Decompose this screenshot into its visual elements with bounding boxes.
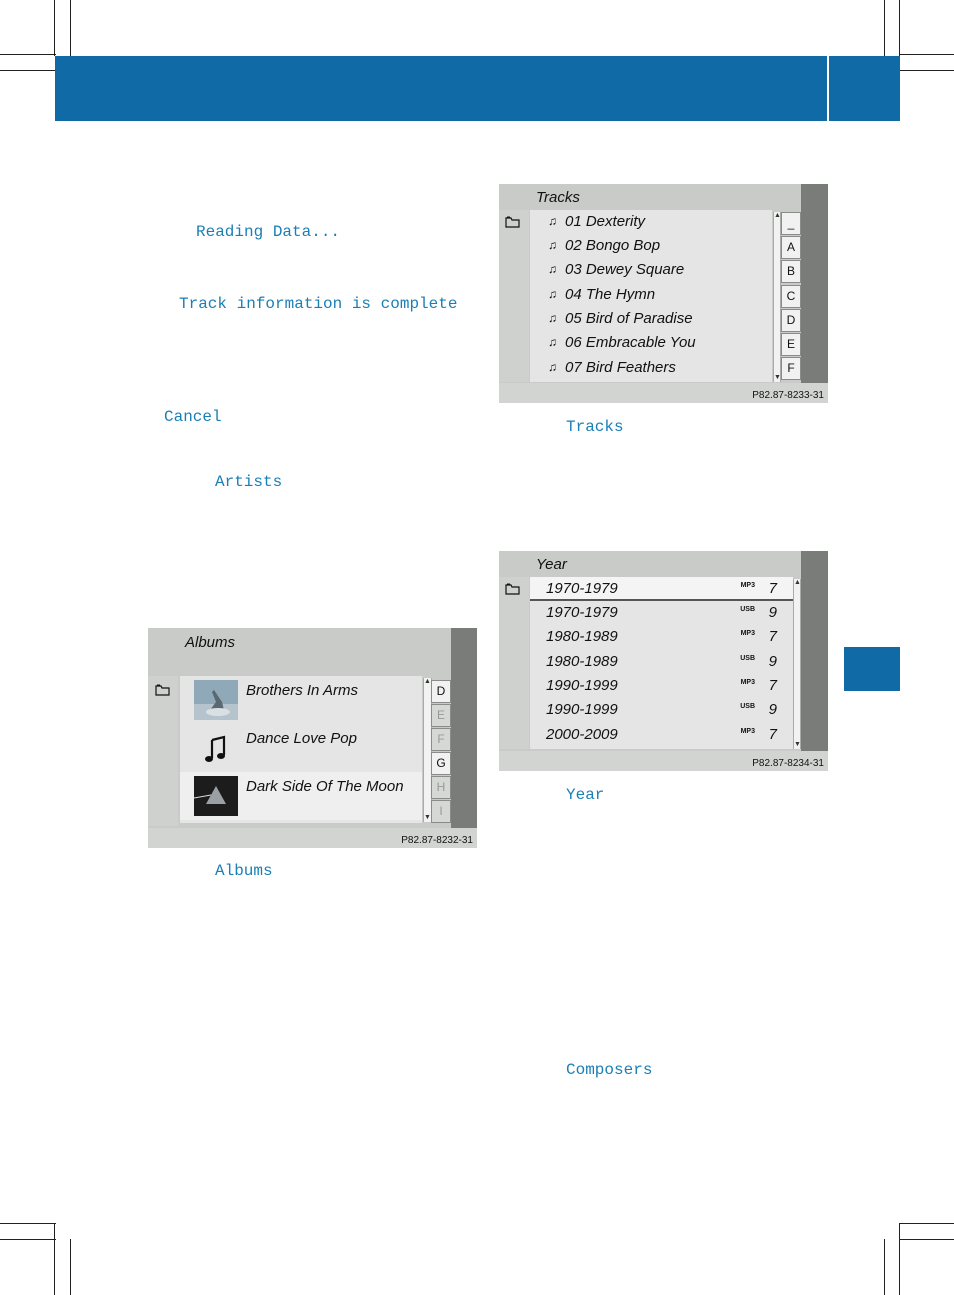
- figure-code: P82.87-8234-31: [752, 758, 824, 769]
- year-footer: [499, 751, 828, 771]
- albums-footer: [148, 828, 477, 848]
- figure-code: P82.87-8233-31: [752, 390, 824, 401]
- list-item[interactable]: [530, 283, 772, 307]
- tracks-screenshot: [499, 184, 828, 403]
- reading-data-label: Reading Data...: [196, 223, 341, 241]
- list-item[interactable]: [530, 258, 772, 282]
- year-scrollbar[interactable]: [793, 579, 801, 749]
- artists-label: Artists: [215, 473, 283, 491]
- albums-list: [180, 676, 422, 823]
- mp3-source-icon: MP3: [740, 630, 755, 637]
- year-range: 1970-1979: [546, 580, 618, 597]
- alpha-index-button[interactable]: F: [431, 728, 451, 751]
- music-note-icon: ♫: [548, 287, 557, 301]
- crop-mark: [899, 0, 900, 56]
- music-note-icon: ♫: [548, 214, 557, 228]
- album-name: Dance Love Pop: [246, 730, 357, 747]
- scroll-down-icon[interactable]: ▼: [774, 374, 781, 381]
- alpha-index-button[interactable]: _: [781, 212, 801, 235]
- crop-mark: [884, 0, 885, 56]
- folder-back-icon[interactable]: [505, 216, 521, 228]
- item-count: 9: [768, 701, 777, 718]
- cancel-label: Cancel: [164, 408, 222, 426]
- year-range: 1990-1999: [546, 701, 618, 718]
- list-item[interactable]: [530, 356, 772, 380]
- year-label: Year: [566, 786, 605, 804]
- alpha-index-button[interactable]: D: [431, 680, 451, 703]
- alpha-index-button[interactable]: B: [781, 260, 801, 283]
- crop-mark: [899, 70, 954, 71]
- album-cover-prism: [194, 776, 238, 816]
- albums-label: Albums: [215, 862, 273, 880]
- year-right-strip: [801, 551, 828, 751]
- music-note-icon: ♫: [548, 262, 557, 276]
- mp3-source-icon: MP3: [740, 582, 755, 589]
- list-item[interactable]: [180, 676, 422, 724]
- crop-mark: [0, 70, 56, 71]
- page-header-bar: [55, 56, 900, 121]
- music-note-icon: ♫: [548, 335, 557, 349]
- mp3-source-icon: MP3: [740, 679, 755, 686]
- albums-right-strip: [451, 628, 477, 828]
- tracks-left-strip: [499, 210, 529, 382]
- scroll-down-icon[interactable]: ▼: [424, 814, 431, 821]
- list-item[interactable]: [180, 724, 422, 772]
- year-range: 1990-1999: [546, 677, 618, 694]
- alpha-index-button[interactable]: I: [431, 800, 451, 823]
- alpha-index-button[interactable]: H: [431, 776, 451, 799]
- scroll-up-icon[interactable]: ▲: [794, 579, 801, 586]
- tracks-right-strip: [801, 184, 828, 383]
- alpha-index-button[interactable]: G: [431, 752, 451, 775]
- usb-source-icon: USB: [740, 655, 755, 662]
- alpha-index-button[interactable]: C: [781, 285, 801, 308]
- track-name: 07 Bird Feathers: [565, 359, 676, 376]
- alpha-index-button[interactable]: A: [781, 236, 801, 259]
- crop-mark: [899, 1223, 954, 1224]
- crop-mark: [54, 0, 55, 56]
- music-note-icon: ♫: [548, 311, 557, 325]
- music-note-icon: ♫: [548, 238, 557, 252]
- crop-mark: [0, 1223, 56, 1224]
- item-count: 9: [768, 604, 777, 621]
- list-item[interactable]: [530, 601, 793, 625]
- item-count: 9: [768, 653, 777, 670]
- tracks-footer: [499, 383, 828, 403]
- crop-mark: [70, 0, 71, 56]
- albums-screen-title: Albums: [185, 634, 236, 651]
- crop-mark: [54, 1223, 55, 1295]
- mp3-source-icon: MP3: [740, 728, 755, 735]
- tracks-label: Tracks: [566, 418, 624, 436]
- alpha-index-button[interactable]: F: [781, 357, 801, 380]
- year-screen-title: Year: [536, 556, 567, 573]
- list-item[interactable]: [530, 210, 772, 234]
- list-item[interactable]: [530, 331, 772, 355]
- crop-mark: [884, 1239, 885, 1295]
- folder-back-icon[interactable]: [505, 583, 521, 595]
- year-range: 1980-1989: [546, 653, 618, 670]
- music-note-icon: [194, 728, 238, 768]
- crop-mark: [70, 1239, 71, 1295]
- header-divider: [827, 56, 829, 121]
- crop-mark: [0, 1239, 56, 1240]
- album-name: Dark Side Of The Moon: [246, 778, 404, 795]
- figure-code: P82.87-8232-31: [401, 835, 473, 846]
- list-item[interactable]: [530, 307, 772, 331]
- track-name: 01 Dexterity: [565, 213, 646, 230]
- alpha-index-button[interactable]: D: [781, 309, 801, 332]
- composers-label: Composers: [566, 1061, 653, 1079]
- item-count: 7: [768, 726, 777, 743]
- usb-source-icon: USB: [740, 703, 755, 710]
- item-count: 7: [768, 677, 777, 694]
- year-range: 1980-1989: [546, 628, 618, 645]
- track-name: 04 The Hymn: [565, 286, 656, 303]
- alpha-index-button[interactable]: E: [431, 704, 451, 727]
- crop-mark: [899, 54, 954, 55]
- album-name: Brothers In Arms: [246, 682, 358, 699]
- list-item[interactable]: [530, 234, 772, 258]
- crop-mark: [899, 1239, 954, 1240]
- usb-source-icon: USB: [740, 606, 755, 613]
- year-left-strip: [499, 577, 529, 749]
- albums-screenshot: [148, 628, 477, 848]
- list-item[interactable]: [530, 723, 793, 747]
- year-list: [530, 577, 793, 749]
- item-count: 7: [768, 580, 777, 597]
- folder-back-icon[interactable]: [155, 684, 171, 696]
- scroll-down-icon[interactable]: ▼: [794, 741, 801, 748]
- scroll-up-icon[interactable]: ▲: [424, 678, 431, 685]
- year-range: 2000-2009: [546, 726, 618, 743]
- crop-mark: [899, 1223, 900, 1295]
- year-screenshot: [499, 551, 828, 771]
- list-item[interactable]: [530, 625, 793, 649]
- track-info-complete-label: Track information is complete: [179, 295, 458, 313]
- chapter-tab: [844, 647, 900, 691]
- list-item[interactable]: [530, 698, 793, 722]
- list-item[interactable]: [180, 772, 422, 820]
- album-cover-guitar: [194, 680, 238, 720]
- crop-mark: [0, 54, 56, 55]
- track-name: 02 Bongo Bop: [565, 237, 661, 254]
- scroll-up-icon[interactable]: ▲: [774, 212, 781, 219]
- tracks-list: [530, 210, 772, 382]
- tracks-scrollbar[interactable]: [773, 212, 781, 382]
- list-item[interactable]: [530, 650, 793, 674]
- alpha-index-button[interactable]: E: [781, 333, 801, 356]
- albums-left-strip: [148, 676, 178, 826]
- list-item[interactable]: [530, 577, 793, 601]
- tracks-screen-title: Tracks: [536, 189, 580, 206]
- year-range: 1970-1979: [546, 604, 618, 621]
- list-item[interactable]: [530, 674, 793, 698]
- music-note-icon: ♫: [548, 360, 557, 374]
- track-name: 03 Dewey Square: [565, 261, 685, 278]
- track-name: 05 Bird of Paradise: [565, 310, 693, 327]
- track-name: 06 Embracable You: [565, 334, 696, 351]
- item-count: 7: [768, 628, 777, 645]
